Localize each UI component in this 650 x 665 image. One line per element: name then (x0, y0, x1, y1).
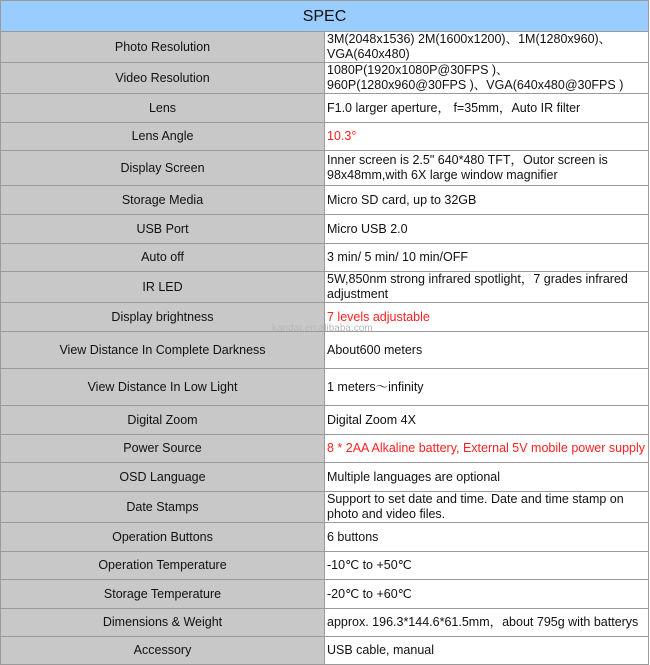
spec-label: Lens (1, 94, 325, 123)
spec-row (1, 406, 649, 435)
spec-row (1, 215, 649, 244)
spec-row (1, 332, 649, 369)
spec-label: Video Resolution (1, 63, 325, 94)
spec-value: 8 * 2AA Alkaline battery, External 5V mobile power supply (325, 435, 649, 463)
spec-row (1, 492, 649, 523)
spec-label: Power Source (1, 435, 325, 463)
spec-label: Auto off (1, 244, 325, 272)
spec-row (1, 151, 649, 186)
spec-value: 5W,850nm strong infrared spotlight，7 grades infrared adjustment (325, 272, 649, 303)
spec-row (1, 244, 649, 272)
spec-row (1, 123, 649, 151)
spec-label: View Distance In Complete Darkness (1, 332, 325, 369)
spec-label: IR LED (1, 272, 325, 303)
spec-row (1, 272, 649, 303)
spec-title: SPEC (1, 1, 649, 32)
spec-label: Display brightness (1, 303, 325, 332)
spec-value: Digital Zoom 4X (325, 406, 649, 435)
spec-value: About600 meters (325, 332, 649, 369)
spec-row (1, 609, 649, 637)
spec-row (1, 580, 649, 609)
spec-row (1, 32, 649, 63)
spec-value: 6 buttons (325, 523, 649, 552)
spec-value: approx. 196.3*144.6*61.5mm，about 795g with batterys (325, 609, 649, 637)
spec-label: Storage Media (1, 186, 325, 215)
spec-value: Multiple languages are optional (325, 463, 649, 492)
spec-value: 7 levels adjustable (325, 303, 649, 332)
spec-label: Accessory (1, 637, 325, 665)
spec-label: View Distance In Low Light (1, 369, 325, 406)
spec-row (1, 463, 649, 492)
spec-value: Micro SD card, up to 32GB (325, 186, 649, 215)
spec-label: USB Port (1, 215, 325, 244)
spec-value: F1.0 larger aperture， f=35mm，Auto IR filter (325, 94, 649, 123)
spec-value: 3M(2048x1536) 2M(1600x1200)、1M(1280x960)、VGA(640x480) (325, 32, 649, 63)
spec-value: 1 meters～infinity (325, 369, 649, 406)
spec-value: 10.3° (325, 123, 649, 151)
spec-row (1, 63, 649, 94)
spec-row (1, 637, 649, 665)
spec-row (1, 523, 649, 552)
spec-row (1, 435, 649, 463)
spec-label: Storage Temperature (1, 580, 325, 609)
spec-row (1, 94, 649, 123)
spec-label: Digital Zoom (1, 406, 325, 435)
spec-value: Micro USB 2.0 (325, 215, 649, 244)
spec-value: Inner screen is 2.5" 640*480 TFT，Outor screen is 98x48mm,with 6X large window magnifier (325, 151, 649, 186)
watermark: kandar.en.alibaba.com (272, 323, 373, 334)
spec-value: USB cable, manual (325, 637, 649, 665)
spec-value: 1080P(1920x1080P@30FPS )、960P(1280x960@30FPS )、VGA(640x480@30FPS ) (325, 63, 649, 94)
spec-label: Date Stamps (1, 492, 325, 523)
spec-label: Photo Resolution (1, 32, 325, 63)
spec-value: -10℃ to +50℃ (325, 552, 649, 580)
spec-label: Display Screen (1, 151, 325, 186)
spec-row (1, 369, 649, 406)
spec-label: Operation Temperature (1, 552, 325, 580)
spec-label: Lens Angle (1, 123, 325, 151)
spec-label: OSD Language (1, 463, 325, 492)
spec-value: -20℃ to +60℃ (325, 580, 649, 609)
spec-row (1, 186, 649, 215)
spec-label: Operation Buttons (1, 523, 325, 552)
spec-value: Support to set date and time. Date and time stamp on photo and video files. (325, 492, 649, 523)
spec-value: 3 min/ 5 min/ 10 min/OFF (325, 244, 649, 272)
spec-label: Dimensions & Weight (1, 609, 325, 637)
spec-row (1, 552, 649, 580)
